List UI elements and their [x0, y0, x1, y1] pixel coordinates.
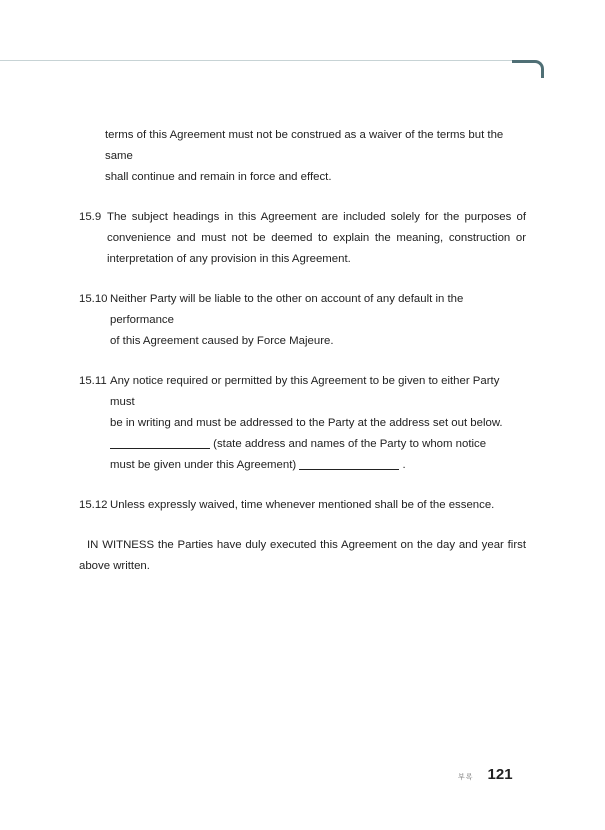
- clause-number: 15.9: [79, 211, 102, 223]
- clause-text: Unless expressly waived, time whenever mentioned shall be of the essence.: [110, 499, 495, 511]
- continuation-line: terms of this Agreement must not be construed as a waiver of the terms but the same: [105, 129, 504, 162]
- witness-paragraph: IN WITNESS the Parties have duly executed this Agreement on the day and year first above written.: [79, 539, 526, 572]
- clause-line: Neither Party will be liable to the other on account of any default in the performance: [110, 293, 464, 326]
- clause-line: Any notice required or permitted by this Agreement to be given to either Party must: [110, 375, 500, 408]
- notice-closing-line: [110, 455, 526, 476]
- clause-text: The subject headings in this Agreement are included solely for the purposes of convenience and must not be deemed to explain the meaning, construction or interpretation of any provision in this Agreement.: [107, 211, 526, 265]
- page-number: 121: [487, 766, 513, 783]
- clause-number: 15.10: [79, 293, 108, 305]
- clause-line: must be given under this Agreement): [110, 459, 297, 471]
- clause-15-9: [79, 207, 526, 270]
- page-footer: [458, 766, 513, 783]
- clause-15-12: [79, 495, 526, 516]
- header-corner-mark: [512, 60, 544, 78]
- clause-number: 15.12: [79, 499, 108, 511]
- clause-line: of this Agreement caused by Force Majeure.: [110, 335, 334, 347]
- clause-line: be in writing and must be addressed to the Party at the address set out below.: [110, 417, 503, 429]
- address-blank: [110, 436, 210, 449]
- document-body: [79, 125, 526, 577]
- party-blank: [299, 457, 399, 470]
- footer-section-label: 부록: [458, 774, 474, 781]
- clause-number: 15.11: [79, 375, 107, 387]
- continuation-paragraph: [79, 125, 526, 188]
- notice-address-line: [110, 434, 526, 455]
- header-rule: [0, 60, 528, 61]
- clause-15-10: [79, 289, 526, 352]
- clause-line: (state address and names of the Party to whom notice: [213, 438, 487, 450]
- continuation-line: shall continue and remain in force and effect.: [105, 171, 332, 183]
- clause-15-11: [79, 371, 526, 476]
- clause-line-end: .: [402, 459, 406, 471]
